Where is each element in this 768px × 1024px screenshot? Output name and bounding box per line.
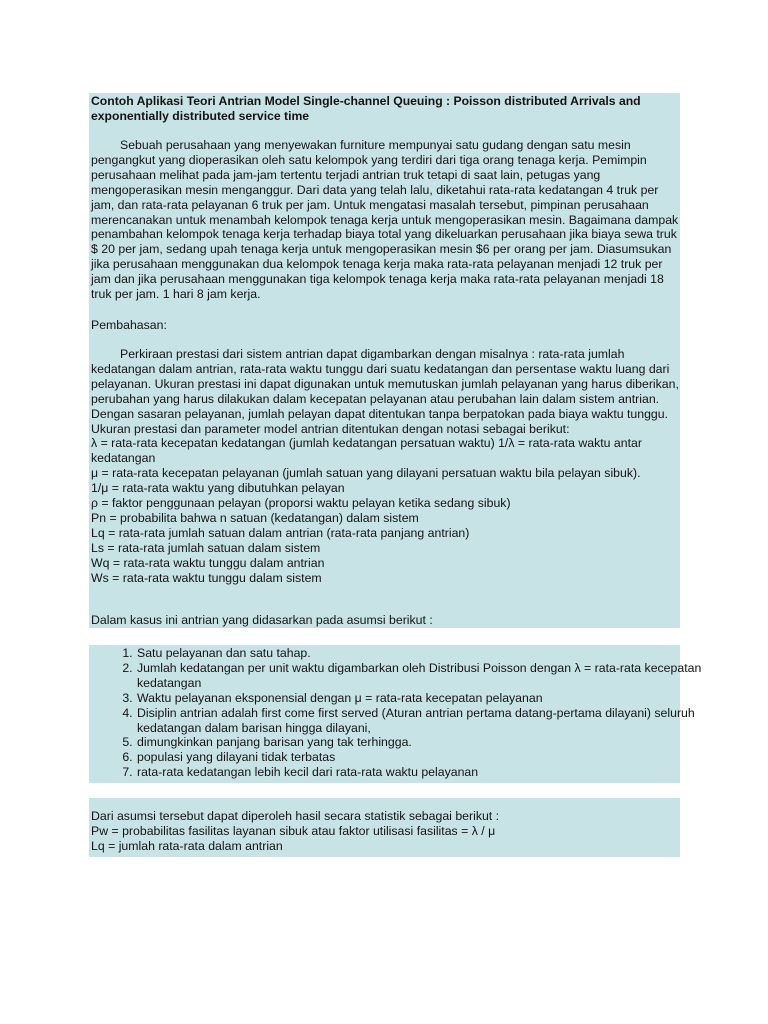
list-item: 6. populasi yang dilayani tidak terbatas [136, 750, 714, 765]
definition-inverse-mu: 1/μ = rata-rata waktu yang dibutuhkan pelayan [91, 481, 345, 496]
document-title: Contoh Aplikasi Teori Antrian Model Single-channel Queuing : Poisson distributed Arrivals and exponentially distributed service time [91, 94, 641, 123]
definition-ws: Ws = rata-rata waktu tunggu dalam sistem [91, 570, 322, 585]
definition-pn: Pn = probabilita bahwa n satuan (kedatangan) dalam sistem [91, 510, 419, 525]
assumptions-block [89, 645, 702, 783]
result-pw: Pw = probabilitas fasilitas layanan sibuk atau faktor utilisasi fasilitas = λ / μ [91, 823, 496, 838]
result-lq: Lq = jumlah rata-rata dalam antrian [91, 838, 283, 853]
discussion-heading: Pembahasan: [91, 318, 167, 332]
definition-rho: ρ = faktor penggunaan pelayan (proporsi waktu pelayan ketika sedang sibuk) [91, 496, 511, 511]
list-item: 4. Disiplin antrian adalah first come first served (Aturan antrian pertama datang-pertama dilayani) seluruh kedatangan dalam barisan hingga dilayani, [136, 706, 714, 736]
results-section [91, 809, 679, 854]
list-item: 2. Jumlah kedatangan per unit waktu digambarkan oleh Distribusi Poisson dengan λ = rata-rata kecepatan kedatangan [136, 661, 714, 691]
definition-ls: Ls = rata-rata jumlah satuan dalam sistem [91, 540, 321, 555]
list-item: 3. Waktu pelayanan eksponensial dengan μ = rata-rata kecepatan pelayanan [136, 691, 714, 706]
definition-mu: μ = rata-rata kecepatan pelayanan (jumlah satuan yang dilayani persatuan waktu bila pelayan sibuk). [91, 466, 641, 481]
discussion-paragraph: Perkiraan prestasi dari sistem antrian dapat digambarkan dengan misalnya : rata-rata jumlah kedatangan dalam antrian, rata-rata waktu tunggu dari suatu kedatangan dan persentase waktu luang dari pelayanan. Ukuran prestasi ini dapat digunakan untuk memutuskan jumlah pelayanan yang harus diberikan, perubahan yang harus dilakukan dalam kecepatan pelayanan atau perubahan lain dalam sistem antrian. Dengan sasaran pelayanan, jumlah pelayan dapat ditentukan tanpa berpatokan pada biaya waktu tunggu. Ukuran prestasi dan parameter model antrian ditentukan dengan notasi sebagai berikut: [91, 347, 679, 436]
list-item: 1. Satu pelayanan dan satu tahap. [136, 646, 714, 661]
definition-lambda: λ = rata-rata kecepatan kedatangan (jumlah kedatangan persatuan waktu) 1/λ = rata-rata waktu antar kedatangan [91, 436, 642, 466]
definition-wq: Wq = rata-rata waktu tunggu dalam antrian [91, 555, 325, 570]
assumption-list [89, 646, 714, 780]
main-text-block [89, 93, 680, 628]
list-item: 7. rata-rata kedatangan lebih kecil dari rata-rata waktu pelayanan [136, 765, 714, 780]
assumption-intro: Dalam kasus ini antrian yang didasarkan pada asumsi berikut : [91, 613, 433, 627]
case-paragraph: Sebuah perusahaan yang menyewakan furniture mempunyai satu gudang dengan satu mesin pengangkut yang dioperasikan oleh satu kelompok yang terdiri dari tiga orang tenaga kerja. Pemimpin perusahaan melihat pada jam-jam tertentu terjadi antrian truk tetapi di saat lain, petugas yang mengoperasikan mesin menganggur. Dari data yang telah lalu, diketahui rata-rata kedatangan 4 truk per jam, dan rata-rata pelayanan 6 truk per jam. Untuk mengatasi masalah tersebut, pimpinan perusahaan merencanakan untuk menambah kelompok tenaga kerja untuk mengoperasikan mesin. Bagaimana dampak penambahan kelompok tenaga kerja terhadap biaya total yang dikeluarkan perusahaan jika biaya sewa truk $ 20 per jam, sedang upah tenaga kerja untuk mengoperasikan mesin $6 per orang per jam. Diasumsukan jika perusahaan menggunakan dua kelompok tenaga kerja maka rata-rata pelayanan menjadi 12 truk per jam dan jika perusahaan menggunakan tiga kelompok tenaga kerja maka rata-rata pelayanan menjadi 18 truk per jam. 1 hari 8 jam kerja. [91, 138, 679, 302]
results-block [89, 798, 680, 857]
list-item: 5. dimungkinkan panjang barisan yang tak terhingga. [136, 735, 714, 750]
discussion-section [91, 347, 679, 586]
definition-lq: Lq = rata-rata jumlah satuan dalam antrian (rata-rata panjang antrian) [91, 525, 470, 540]
results-intro: Dari asumsi tersebut dapat diperoleh hasil secara statistik sebagai berikut : [91, 809, 500, 823]
